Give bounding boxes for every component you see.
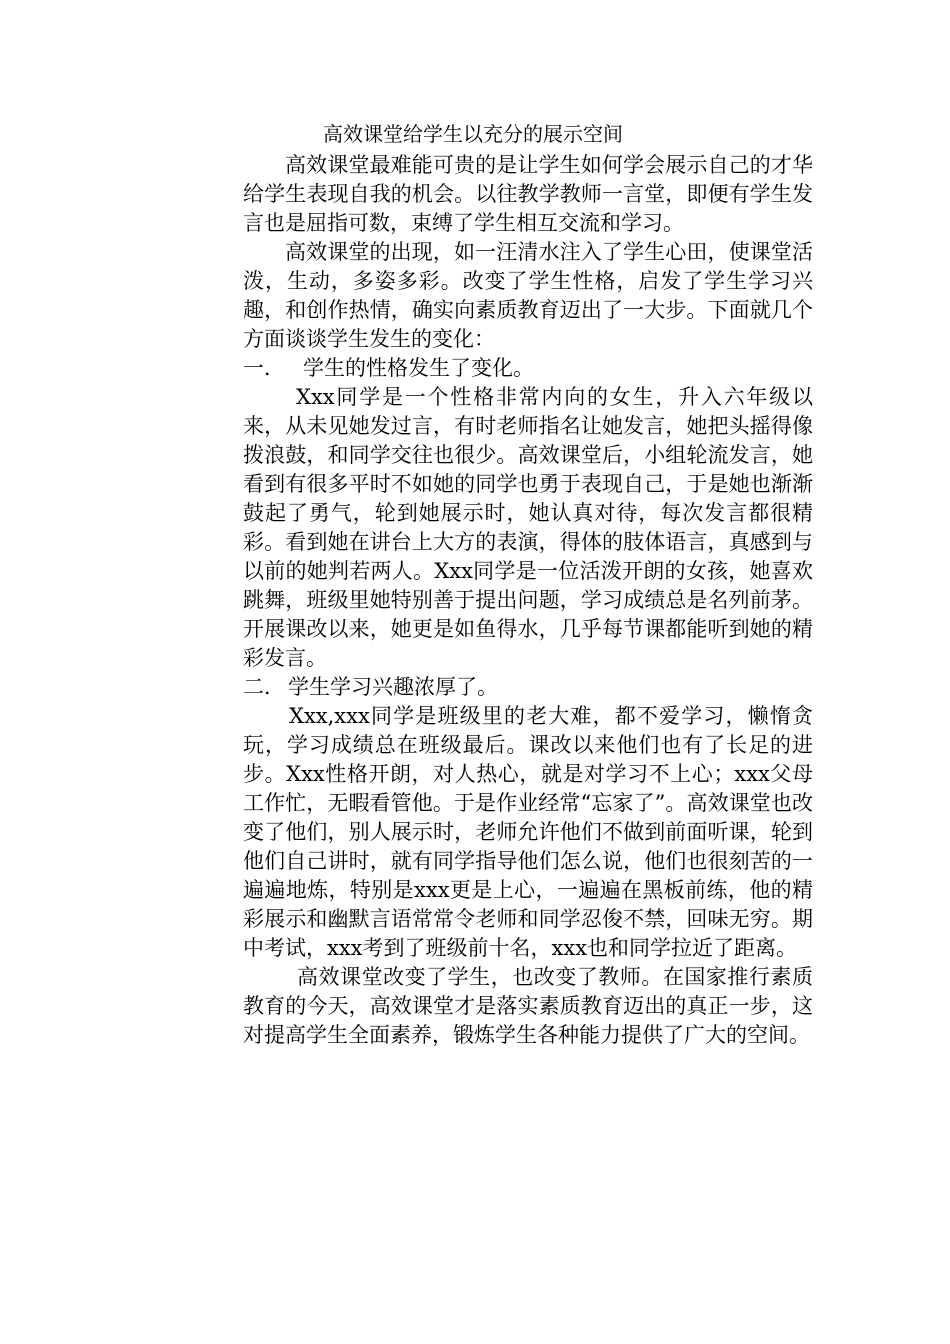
section-1-number: 一．	[243, 356, 285, 380]
section-2-number: 二．	[243, 675, 285, 699]
section-1-heading	[243, 354, 813, 383]
document-body	[243, 120, 813, 1050]
section-2-heading-text: 学生学习兴趣浓厚了。	[288, 675, 498, 699]
conclusion-paragraph: 高效课堂改变了学生，也改变了教师。在国家推行素质教育的今天，高效课堂才是落实素质教育迈出的真正一步，这对提高学生全面素养，锻炼学生各种能力提供了广大的空间。	[243, 965, 813, 1047]
section-2-heading	[243, 673, 813, 702]
intro-paragraph-1: 高效课堂最难能可贵的是让学生如何学会展示自己的才华给学生表现自我的机会。以往教学教师一言堂，即便有学生发言也是屈指可数，束缚了学生相互交流和学习。	[243, 153, 813, 235]
intro-paragraph-2: 高效课堂的出现，如一汪清水注入了学生心田，使课堂活泼，生动，多姿多彩。改变了学生性格，启发了学生学习兴趣，和创作热情，确实向素质教育迈出了一大步。下面就几个方面谈谈学生发生的变化：	[243, 240, 813, 351]
section-2-paragraph: Xxx,xxx同学是班级里的老大难，都不爱学习，懒惰贪玩，学习成绩总在班级最后。课改以来他们也有了长足的进步。Xxx性格开朗，对人热心，就是对学习不上心；xxx父母工作忙，无暇看管他。于是作业经常“忘家了”。高效课堂也改变了他们，别人展示时，老师允许他们不做到前面听课，轮到他们自己讲时，就有同学指导他们怎么说，他们也很刻苦的一遍遍地炼，特别是xxx更是上心，一遍遍在黑板前练，他的精彩展示和幽默言语常常令老师和同学忍俊不禁，回味无穷。期中考试，xxx考到了班级前十名，xxx也和同学拉近了距离。	[243, 704, 813, 960]
document-title: 高效课堂给学生以充分的展示空间	[323, 122, 623, 146]
section-1-heading-text: 学生的性格发生了变化。	[303, 356, 534, 380]
section-1-paragraph: Xxx同学是一个性格非常内向的女生，升入六年级以来，从未见她发过言，有时老师指名让她发言，她把头摇得像拨浪鼓，和同学交往也很少。高效课堂后，小组轮流发言，她看到有很多平时不如她的同学也勇于表现自己，于是她也渐渐鼓起了勇气，轮到她展示时，她认真对待，每次发言都很精彩。看到她在讲台上大方的表演，得体的肢体语言，真感到与以前的她判若两人。Xxx同学是一位活泼开朗的女孩，她喜欢跳舞，班级里她特别善于提出问题，学习成绩总是名列前茅。开展课改以来，她更是如鱼得水，几乎每节课都能听到她的精彩发言。	[243, 385, 813, 670]
